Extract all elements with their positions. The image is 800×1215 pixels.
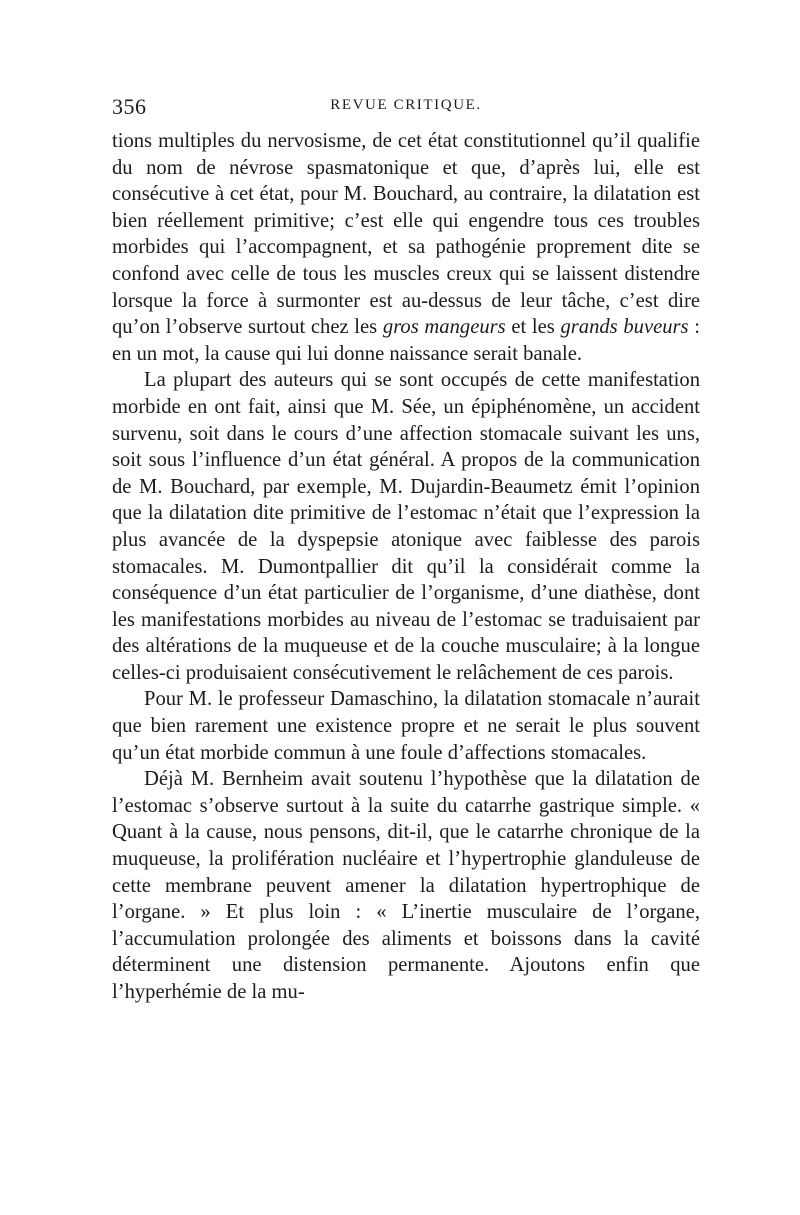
paragraph-1-text-b: et les [511, 316, 555, 339]
running-title: REVUE CRITIQUE. [330, 97, 482, 113]
paragraph-1 [112, 128, 700, 367]
italic-gros-mangeurs: gros mangeurs [382, 316, 506, 339]
paragraph-1-text-c: : en un mot, la cause qui lui donne naissance serait banale. [112, 316, 700, 365]
paragraph-4: Déjà M. Bernheim avait soutenu l’hypothèse que la dilatation de l’estomac s’observe surtout à la suite du catarrhe gastrique simple. « Quant à la cause, nous pensons, dit-il, que le catarrhe chronique de la muqueuse, la prolifération nucléaire et l’hypertrophie glanduleuse de cette membrane peuvent amener la dilatation hypertrophique de l’organe. » Et plus loin : « L’inertie musculaire de l’organe, l’accumulation prolongée des aliments et boissons dans la cavité déterminent une distension permanente. Ajoutons enfin que l’hyperhémie de la mu- [112, 768, 700, 1003]
paragraph-1-text-a: tions multiples du nervosisme, de cet état constitutionnel qu’il qualifie du nom de névrose spasmatonique et que, d’après lui, elle est consécutive à cet état, pour M. Bouchard, au contraire, la dilatation est bien réellement primitive; c’est elle qui engendre tous ces troubles morbides qui l’accompagnent, et sa pathogénie proprement dite se confond avec celle de tous les muscles creux qui se laissent distendre lorsque la force à surmonter est au-dessus de leur tâche, c’est dire qu’on l’observe surtout chez les [112, 130, 700, 339]
italic-grands-buveurs: grands buveurs [560, 316, 689, 339]
page-number: 356 [112, 94, 147, 119]
paragraph-2: La plupart des auteurs qui se sont occupés de cette manifestation morbide en ont fait, ainsi que M. Sée, un épiphénomène, un accident survenu, soit dans le cours d’une affection stomacale suivant les uns, soit sous l’influence d’un état général. A propos de la communication de M. Bouchard, par exemple, M. Dujardin-Beaumetz émit l’opinion que la dilatation dite primitive de l’estomac n’était que l’expression la plus avancée de la dyspepsie atonique avec faiblesse des parois stomacales. M. Dumontpallier dit qu’il la considérait comme la conséquence d’un état particulier de l’organisme, d’une diathèse, dont les manifestations morbides au niveau de l’estomac se traduisaient par des altérations de la muqueuse et de la couche musculaire; à la longue celles-ci produisaient consécutivement le relâchement de ces parois. [112, 369, 700, 684]
body-text [112, 128, 700, 1006]
paragraph-3: Pour M. le professeur Damaschino, la dilatation stomacale n’aurait que bien rarement une existence propre et ne serait le plus souvent qu’un état morbide commun à une foule d’affections stomacales. [112, 688, 700, 764]
book-page [112, 94, 700, 1006]
running-head [112, 94, 700, 128]
